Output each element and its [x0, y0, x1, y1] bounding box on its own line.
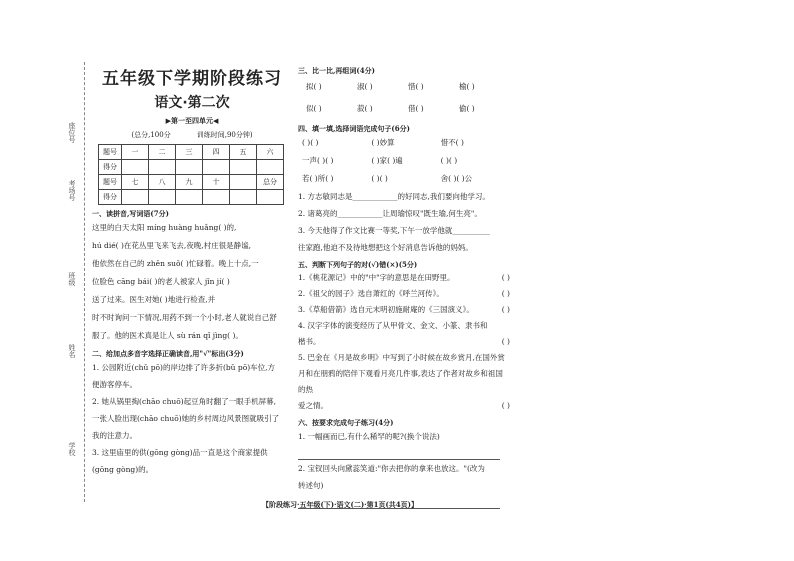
score-input[interactable]: [203, 190, 230, 205]
passage-line: 他依然在自己的 zhěn suǒ( )忙碌着。晚上十点,一: [92, 259, 259, 268]
judge-text: 楷书。: [298, 337, 321, 346]
time-limit: 训练时间,90分钟): [196, 131, 253, 139]
judge-item: [298, 350, 510, 366]
score-input[interactable]: [176, 190, 203, 205]
score-cell: 八: [149, 175, 176, 190]
score-cell: 一: [122, 145, 149, 160]
judge-text: 5. 巴金在《月是故乡明》中写到了小时候在故乡赏月,在国外赏: [298, 353, 505, 362]
score-cell: 九: [176, 175, 203, 190]
question-line: 2. 她从锅里掏(chāo chuō)起豆角时翻了一眼手机屏幕,: [92, 397, 277, 406]
judge-answer-box[interactable]: ( ): [501, 337, 510, 346]
question-line: 1. 公园附近(chǔ pō)的岸边排了许多折(bǔ pō)车位,方: [92, 363, 276, 372]
score-input[interactable]: [230, 160, 257, 175]
question-line: 2. 宝钗回头向黛蕊笑道:"你去把你的拿来也放这。"(改为: [298, 464, 485, 473]
judge-item: [298, 318, 510, 334]
judge-item: [298, 334, 510, 350]
question-line: 我的注意力。: [92, 431, 137, 440]
question-line: 转述句): [298, 481, 324, 490]
page-footer: 【阶段练习·五年级(下)·语文(二)·第1页(共4页)】: [262, 500, 418, 509]
score-cell: 得分: [99, 190, 122, 205]
page-subtitle: 语文·第二次: [154, 95, 230, 111]
judge-answer-box[interactable]: ( ): [501, 401, 510, 410]
score-table: [98, 144, 284, 205]
score-cell: 十: [203, 175, 230, 190]
score-input[interactable]: [230, 190, 257, 205]
score-input[interactable]: [149, 190, 176, 205]
score-cell: 四: [203, 145, 230, 160]
binding-label-room: 考场号: [68, 180, 76, 201]
score-input[interactable]: [149, 160, 176, 175]
judge-text: 月和在朋鸦的陪伴下观看月亮几件事,表达了作者对故乡和祖国的热: [298, 369, 503, 394]
score-row-2: [99, 160, 284, 175]
score-row-4: [99, 190, 284, 205]
judge-answer-box[interactable]: ( ): [501, 305, 510, 314]
judge-text: 2.《祖父的园子》选自萧红的《呼兰河传》。: [298, 289, 444, 298]
score-cell: 七: [122, 175, 149, 190]
section-2-items: [92, 359, 292, 478]
section-1-heading: 一、读拼音,写词语(7分): [92, 209, 169, 218]
idiom-blank[interactable]: 若( )所( ): [302, 174, 334, 183]
unit-range: ▶第一至四单元◀: [165, 116, 219, 125]
score-cell: 题号: [99, 175, 122, 190]
passage-line: hú dié( )在花丛里飞来飞去,夜晚,村庄很是静谧,: [92, 241, 252, 250]
idiom-fill-grid: [302, 134, 510, 188]
exam-meta: [92, 130, 292, 140]
judge-item: [298, 366, 510, 398]
question-line: (gōng gòng)的。: [92, 465, 154, 474]
score-cell: 得分: [99, 160, 122, 175]
idiom-blank[interactable]: ( )家( )遍: [371, 156, 403, 165]
left-column: [92, 62, 292, 478]
idiom-blank[interactable]: 舍( )( )公: [440, 174, 473, 183]
judge-item: [298, 302, 510, 318]
score-input[interactable]: [257, 160, 284, 175]
section-1-passage: [92, 219, 292, 345]
binding-label-class: 班级: [68, 272, 76, 286]
idiom-blank[interactable]: ( )妙算: [371, 138, 395, 147]
sentence-line: 往家跑,他迫不及待地想把这个好消息告诉他的妈妈。: [298, 243, 473, 252]
idiom-blank[interactable]: 一声( )( ): [302, 156, 334, 165]
idiom-blank[interactable]: ( )( ): [440, 156, 458, 165]
score-cell: 题号: [99, 145, 122, 160]
word-blank[interactable]: 似( ): [306, 104, 322, 113]
answer-line[interactable]: [298, 445, 500, 460]
section-5-items: [298, 270, 510, 414]
word-blank[interactable]: 借( ): [408, 104, 424, 113]
judge-item: [298, 398, 510, 414]
judge-text: 4. 汉字字体的演变经历了从甲骨文、金文、小篆、隶书和: [298, 321, 488, 330]
score-cell: 二: [149, 145, 176, 160]
section-3-heading: 三、比一比,再组词(4分): [298, 66, 375, 75]
score-cell: 六: [257, 145, 284, 160]
page-title: 五年级下学期阶段练习: [102, 69, 282, 89]
section-6-heading: 六、按要求完成句子练习(4分): [298, 418, 394, 427]
passage-line: 位脸色 cāng bái( )的老人被家人 jǐn jí( ): [92, 277, 230, 286]
sentence-line: 3. 今天他得了作文比赛一等奖,下午一放学他就__________: [298, 226, 490, 235]
score-cell: [230, 175, 257, 190]
word-blank[interactable]: 惜( ): [408, 82, 424, 91]
binding-label-name: 姓名: [68, 344, 76, 358]
score-input[interactable]: [122, 190, 149, 205]
total-score: (总分,100分: [131, 131, 171, 139]
score-input[interactable]: [176, 160, 203, 175]
judge-text: 1.《桃花源记》中的"中"字的意思是在田野里。: [298, 273, 455, 282]
idiom-blank[interactable]: 惜不( ): [440, 138, 464, 147]
question-line: 一张人脸出现(chāo chuō)她的乡村周边风景图就吸引了: [92, 414, 280, 423]
binding-label-school: 学校: [68, 442, 76, 456]
score-input[interactable]: [257, 190, 284, 205]
score-cell: 三: [176, 145, 203, 160]
score-input[interactable]: [203, 160, 230, 175]
score-input[interactable]: [122, 160, 149, 175]
section-6-items: [298, 428, 510, 509]
compare-words-grid: [306, 76, 510, 120]
word-blank[interactable]: 拟( ): [306, 82, 322, 91]
idiom-blank[interactable]: ( )( ): [371, 174, 388, 183]
binding-label-seat: 座位号: [68, 122, 76, 143]
score-row-3: [99, 175, 284, 190]
binding-strip: [64, 62, 85, 502]
word-blank[interactable]: 淑( ): [357, 82, 373, 91]
right-column: [298, 62, 510, 509]
judge-text: 爱之情。: [298, 401, 328, 410]
word-blank[interactable]: 偷( ): [459, 104, 475, 113]
sentence-line: 1. 方志敏同志是____________的好同志,我们要向他学习。: [298, 192, 490, 201]
section-5-heading: 五、判断下列句子的对(√)错(×)(5分): [298, 260, 418, 269]
judge-item: [298, 270, 510, 286]
section-2-heading: 二、给加点多音字选择正确读音,用"√"标出(3分): [92, 349, 244, 358]
question-line: 3. 这里庙里的供(gōng gòng)品一直是这个商家提供: [92, 448, 268, 457]
sentence-line: 2. 诸葛亮的____________让周瑜惊叹"既生瑜,何生亮"。: [298, 209, 482, 218]
judge-text: 3.《草船借箭》选自元末明初施耐庵的《三国演义》。: [298, 305, 474, 314]
passage-line: 服了。他的医术真是让人 sù rán qǐ jìng( )。: [92, 331, 243, 340]
judge-answer-box[interactable]: ( ): [501, 289, 510, 298]
word-blank[interactable]: 榆( ): [459, 82, 475, 91]
score-cell: 总分: [257, 175, 284, 190]
passage-line: 这里的白天太阳 míng huàng huǎng( )的,: [92, 223, 237, 232]
question-line: 便游客停车。: [92, 380, 137, 389]
score-row-1: [99, 145, 284, 160]
question-line: 1. 一幅画而已,有什么稀罕的呢?(换个说法): [298, 432, 440, 441]
section-4-heading: 四、填一填,选择词语完成句子(6分): [298, 124, 410, 133]
idiom-blank[interactable]: ( )( ): [302, 138, 319, 147]
passage-line: 时不时询问一下情况,用药不到一个小时,老人就说自己舒: [92, 313, 277, 322]
section-4-sentences: [298, 188, 510, 256]
word-blank[interactable]: 菽( ): [357, 104, 373, 113]
score-cell: 五: [230, 145, 257, 160]
judge-answer-box[interactable]: ( ): [501, 273, 510, 282]
judge-item: [298, 286, 510, 302]
passage-line: 送了过来。医生对她( )地进行检查,并: [92, 295, 216, 304]
